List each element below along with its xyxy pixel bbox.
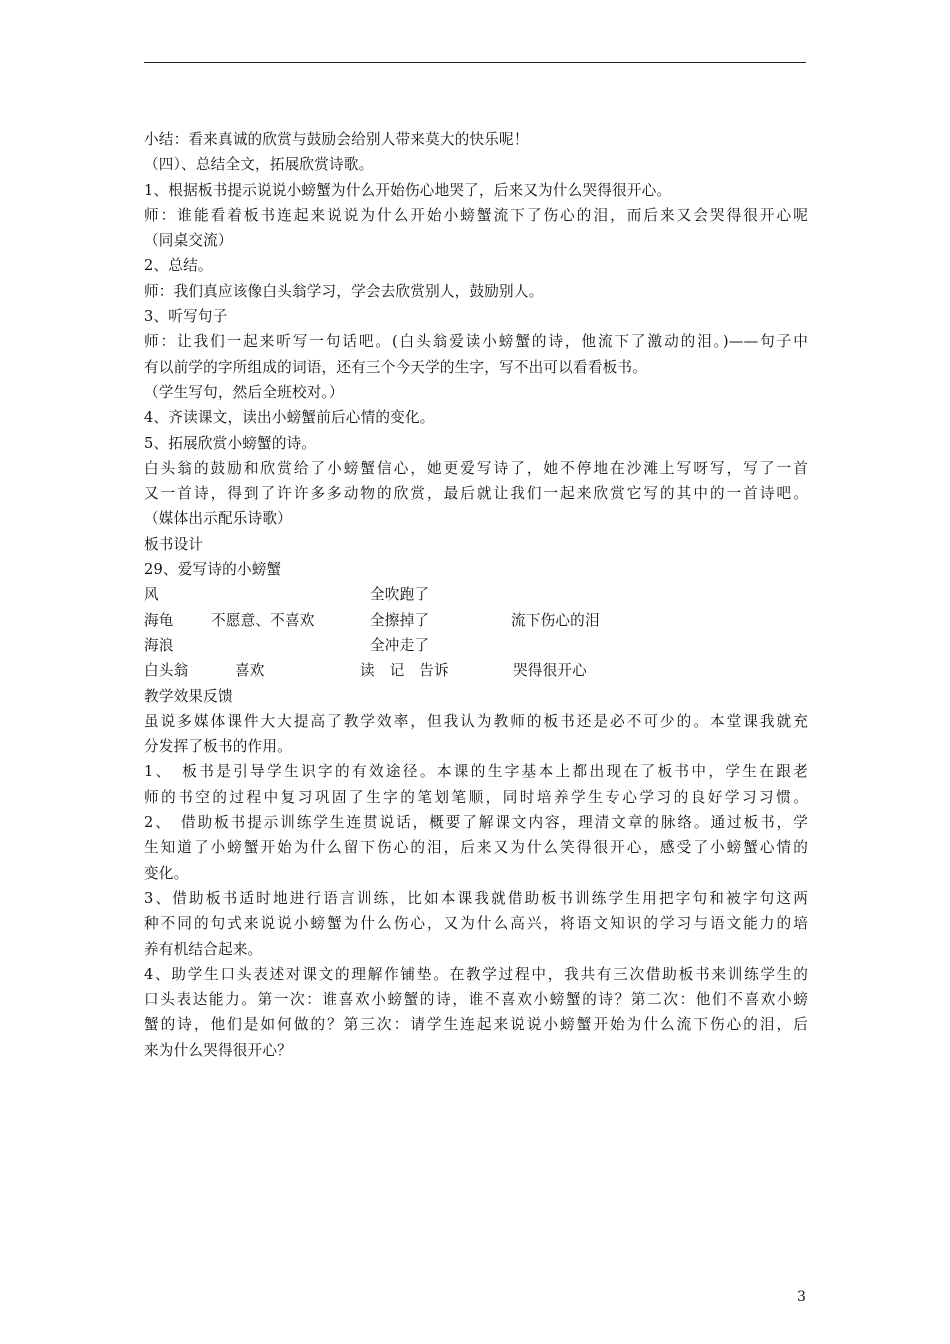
board-cell: 海龟 (144, 611, 174, 629)
text-line: （媒体出示配乐诗歌） (144, 510, 292, 528)
feedback-heading: 教学效果反馈 (144, 687, 233, 705)
text-line: （学生写句，然后全班校对。） (144, 383, 344, 401)
text-line: 虽说多媒体课件大大提高了教学效率，但我认为教师的板书还是必不可少的。本堂课我就充 (144, 712, 808, 730)
section-heading: （四）、总结全文，拓展欣赏诗歌。 (144, 156, 374, 174)
text-line: 口头表达能力。第一次：谁喜欢小螃蟹的诗，谁不喜欢小螃蟹的诗？第二次：他们不喜欢小螃 (144, 991, 808, 1009)
text-line: 1、 板书是引导学生识字的有效途径。本课的生字基本上都出现在了板书中，学生在跟老 (144, 763, 808, 781)
board-cell: 全擦掉了 (370, 611, 430, 629)
text-line: 师的书空的过程中复习巩固了生字的笔划笔顺，同时培养学生专心学习的良好学习习惯。 (144, 788, 808, 806)
text-line: 师：我们真应该像白头翁学习，学会去欣赏别人，鼓励别人。 (144, 282, 544, 300)
board-title: 29、爱写诗的小螃蟹 (144, 561, 282, 579)
board-cell: 全冲走了 (370, 636, 430, 654)
text-line: 有以前学的字所组成的词语，还有三个今天学的生字，写不出可以看看板书。 (144, 358, 647, 376)
text-line: 来为什么哭得很开心？ (144, 1041, 292, 1059)
board-cell: 海浪 (144, 636, 174, 654)
board-design-heading: 板书设计 (144, 535, 204, 553)
text-line: 分发挥了板书的作用。 (144, 738, 292, 756)
text-line: 又一首诗，得到了许许多多动物的欣赏，最后就让我们一起来欣赏它写的其中的一首诗吧。 (144, 485, 808, 503)
text-line: （同桌交流） (144, 232, 233, 250)
page-body (144, 127, 808, 1063)
text-line: 变化。 (144, 864, 189, 882)
text-line: 3、借助板书适时地进行语言训练，比如本课我就借助板书训练学生用把字句和被字句这两 (144, 889, 808, 907)
board-cell: 不愿意、不喜欢 (211, 611, 315, 629)
text-line: 5、拓展欣赏小螃蟹的诗。 (144, 434, 317, 452)
text-line: 白头翁的鼓励和欣赏给了小螃蟹信心，她更爱写诗了，她不停地在沙滩上写呀写，写了一首 (144, 459, 808, 477)
board-cell: 哭得很开心 (513, 662, 587, 680)
summary-line: 小结：看来真诚的欣赏与鼓励会给别人带来莫大的快乐呢！ (144, 131, 529, 148)
header-rule (144, 62, 806, 63)
text-line: 3、听写句子 (144, 308, 228, 326)
board-row (144, 658, 808, 683)
text-line: 师：谁能看着板书连起来说说为什么开始小螃蟹流下了伤心的泪，而后来又会哭得很开心呢 (144, 206, 808, 224)
text-line: 1、根据板书提示说说小螃蟹为什么开始伤心地哭了，后来又为什么哭得很开心。 (144, 181, 672, 199)
board-cell: 白头翁 (144, 662, 189, 680)
board-cell: 流下伤心的泪 (511, 611, 600, 629)
page-number: 3 (797, 1289, 806, 1305)
text-line: 2、总结。 (144, 257, 213, 275)
board-cell: 读 记 告诉 (360, 662, 449, 680)
text-line: 4、齐读课文，读出小螃蟹前后心情的变化。 (144, 409, 435, 427)
board-cell: 全吹跑了 (370, 586, 430, 604)
text-line: 生知道了小螃蟹开始为什么留下伤心的泪，后来又为什么笑得很开心，感受了小螃蟹心情的 (144, 839, 808, 857)
board-cell: 喜欢 (235, 662, 265, 680)
text-line: 种不同的句式来说说小螃蟹为什么伤心，又为什么高兴，将语文知识的学习与语文能力的培 (144, 915, 808, 933)
text-line: 蟹的诗，他们是如何做的？第三次：请学生连起来说说小螃蟹开始为什么流下伤心的泪，后 (144, 1016, 808, 1034)
text-line: 养有机结合起来。 (144, 940, 263, 958)
text-line: 4、助学生口头表述对课文的理解作铺垫。在教学过程中，我共有三次借助板书来训练学生的 (144, 965, 808, 983)
board-row (144, 608, 808, 633)
board-row (144, 582, 808, 607)
board-cell: 风 (144, 586, 159, 604)
text-line: 2、 借助板书提示训练学生连贯说话，概要了解课文内容，理清文章的脉络。通过板书，学 (144, 814, 808, 832)
text-line: 师：让我们一起来听写一句话吧。(白头翁爱读小螃蟹的诗，他流下了激动的泪。)——句子中 (144, 333, 808, 351)
board-row (144, 633, 808, 658)
